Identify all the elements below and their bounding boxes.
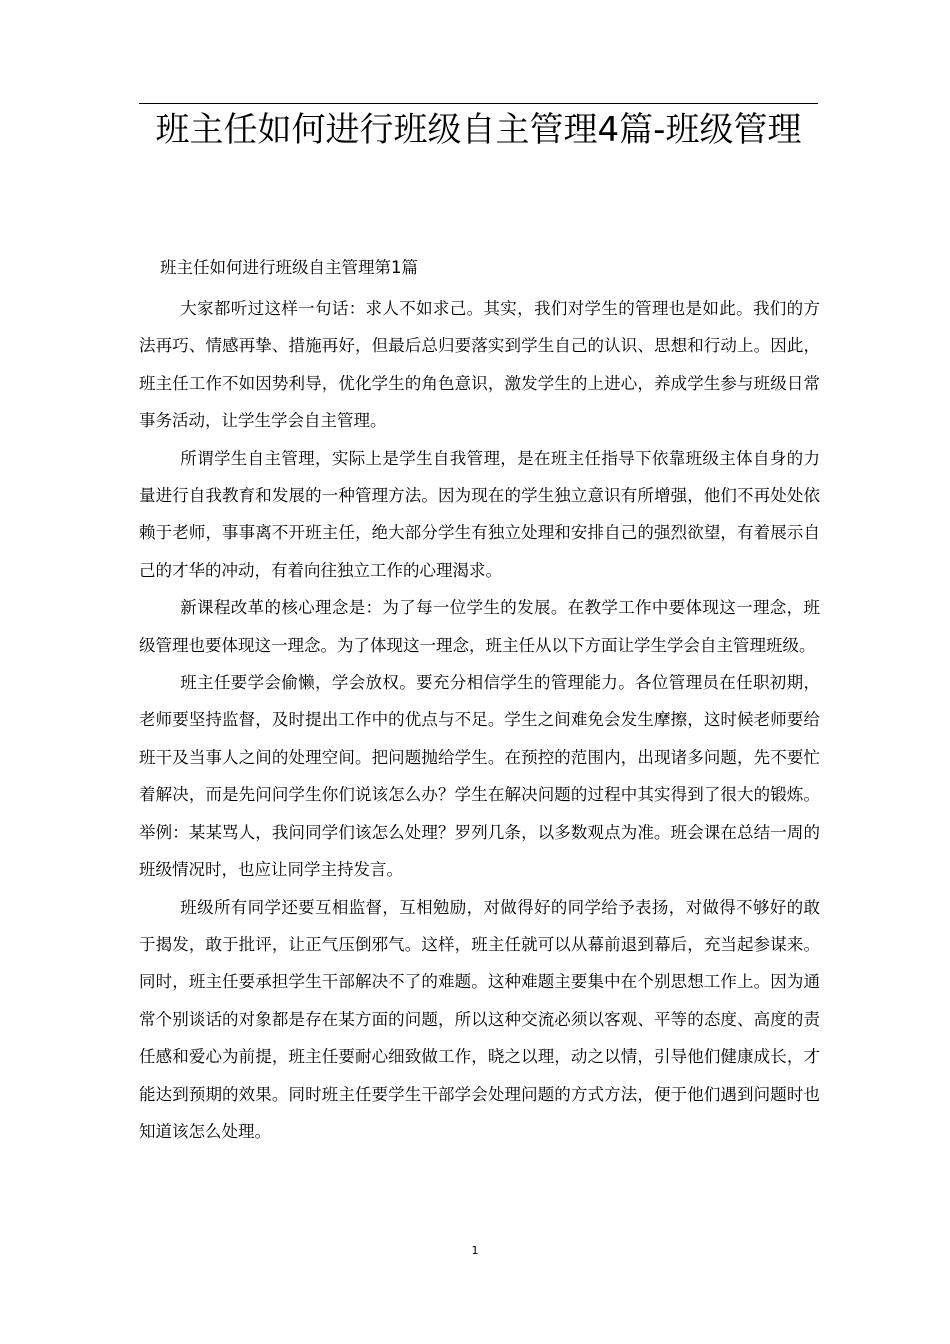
document-body bbox=[139, 256, 820, 1150]
page-number: 1 bbox=[471, 1244, 479, 1257]
paragraph-2: 所谓学生自主管理，实际上是学生自我管理，是在班主任指导下依靠班级主体自身的力量进行自我教育和发展的一种管理方法。因为现在的学生独立意识有所增强，他们不再处处依赖于老师，事事离不开班主任，绝大部分学生有独立处理和安排自己的强烈欲望，有着展示自己的才华的冲动，有着向往独立工作的心理渴求。 bbox=[139, 448, 820, 580]
paragraph-5: 班级所有同学还要互相监督，互相勉励，对做得好的同学给予表扬，对做得不够好的敢于揭发，敢于批评，让正气压倒邪气。这样，班主任就可以从幕前退到幕后，充当起参谋来。同时，班主任要承担学生干部解决不了的难题。这种难题主要集中在个别思想工作上。因为通常个别谈话的对象都是存在某方面的问题，所以这种交流必须以客观、平等的态度、高度的责任感和爱心为前提，班主任要耐心细致做工作，晓之以理，动之以情，引导他们健康成长，才能达到预期的效果。同时班主任要学生干部学会处理问题的方式方法，便于他们遇到问题时也知道该怎么处理。 bbox=[139, 897, 820, 1141]
header-rule bbox=[139, 103, 818, 104]
paragraph-3: 新课程改革的核心理念是：为了每一位学生的发展。在教学工作中要体现这一理念，班级管理也要体现这一理念。为了体现这一理念，班主任从以下方面让学生学会自主管理班级。 bbox=[139, 598, 820, 655]
paragraph-1: 大家都听过这样一句话：求人不如求己。其实，我们对学生的管理也是如此。我们的方法再巧、情感再挚、措施再好，但最后总归要落实到学生自己的认识、思想和行动上。因此，班主任工作不如因势利导，优化学生的角色意识，激发学生的上进心，养成学生参与班级日常事务活动，让学生学会自主管理。 bbox=[139, 299, 820, 431]
document-title: 班主任如何进行班级自主管理4篇-班级管理 bbox=[155, 110, 802, 150]
paragraph-4: 班主任要学会偷懒，学会放权。要充分相信学生的管理能力。各位管理员在任职初期，老师要坚持监督，及时提出工作中的优点与不足。学生之间难免会发生摩擦，这时候老师要给班干及当事人之间的处理空间。把问题抛给学生。在预控的范围内，出现诸多问题，先不要忙着解决，而是先问问学生你们说该怎么办？学生在解决问题的过程中其实得到了很大的锻炼。举例：某某骂人，我问同学们该怎么处理？罗列几条，以多数观点为准。班会课在总结一周的班级情况时，也应让同学主持发言。 bbox=[139, 673, 820, 880]
section-heading: 班主任如何进行班级自主管理第1篇 bbox=[160, 258, 418, 277]
